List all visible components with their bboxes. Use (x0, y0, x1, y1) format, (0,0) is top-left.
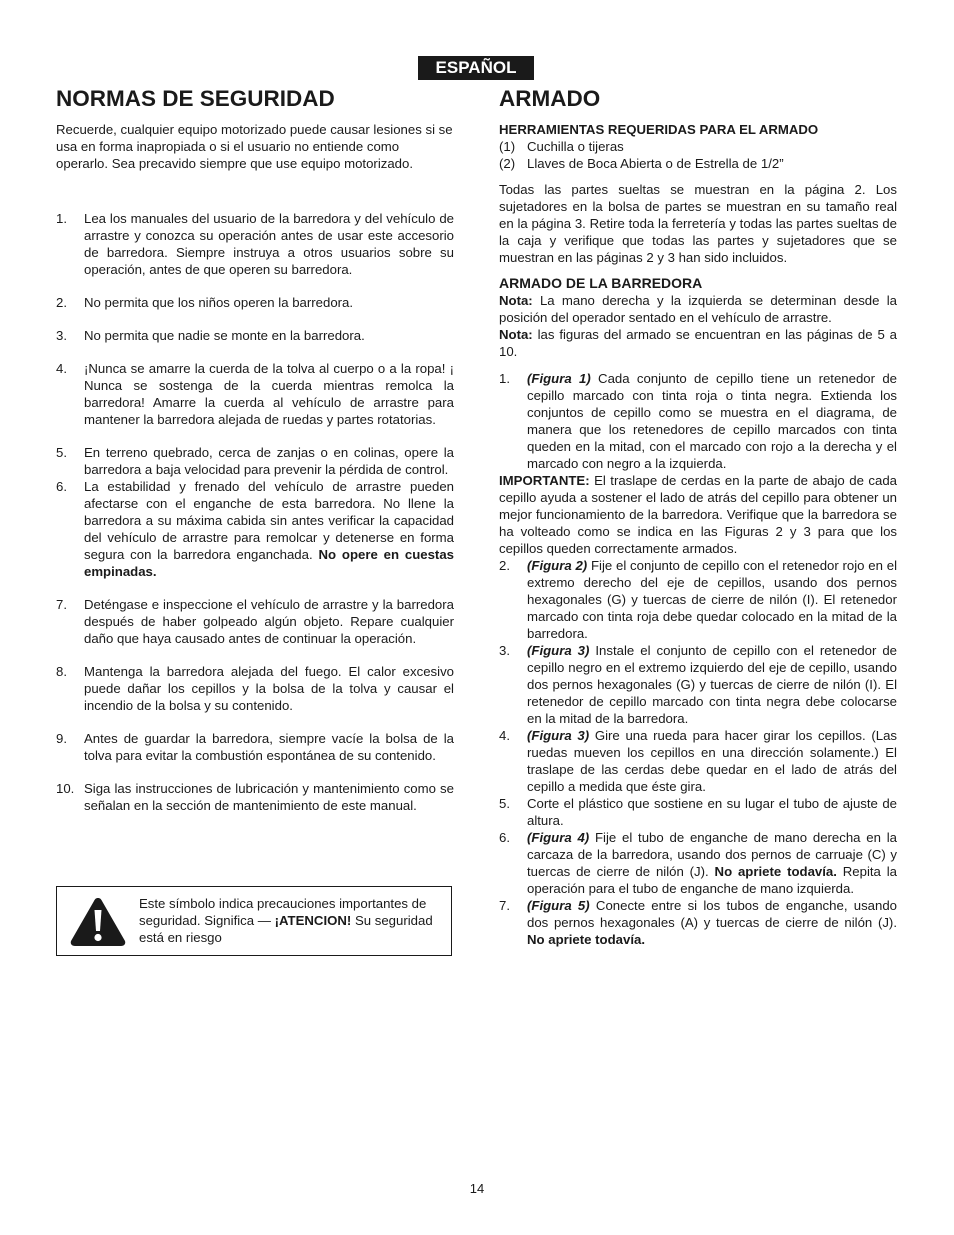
safety-intro: Recuerde, cualquier equipo motorizado puede causar lesiones si se usa en forma inapropiada o si el usuario no entiende como operarlo. Sea precavido siempre que use equipo motorizado. (56, 122, 453, 171)
list-item: 3. (Figura 3) Instale el conjunto de cepillo con el retenedor de cepillo negro en el extremo izquierdo del eje de cepillo, usando dos pernos hexagonales (G) y tuercas de cierre de nilón (I). El retenedor de cepillo marcado con tinta negra debe colocarse en la mitad de la barredora. (499, 643, 897, 726)
list-item: 4. (Figura 3) Gire una rueda para hacer girar los cepillos. (Las ruedas mueven los cepillos en una dirección solamente.) El traslape de las cerdas debe quedar en el lado de atrás del cepillo a medida que éste gira. (499, 728, 898, 794)
page-number: 14 (469, 1181, 485, 1196)
note-hands: Nota: La mano derecha y la izquierda se determinan desde la posición del operador sentado en el vehículo de arrastre. (499, 293, 897, 325)
list-item: 4. ¡Nunca se amarre la cuerda de la tolva al cuerpo o a la ropa! ¡ Nunca se sostenga de la cuerda mientras remolca la barredora! Amarre la cuerda al vehículo de arrastre para mantener la barredora alejada de ruedas y partes rotatorias. (56, 361, 454, 427)
parts-paragraph: Todas las partes sueltas se muestran en la página 2. Los sujetadores en la bolsa de partes se muestran en su tamaño real en la página 3. Retire toda la ferretería y todas las partes sueltas de la caja y verifique que todas las partes y sujetadores que se muestran en las páginas 2 y 3 han sido incluidos. (499, 182, 897, 265)
assembly-steps-list (499, 370, 897, 472)
warning-box (56, 886, 452, 956)
assembly-column (499, 86, 897, 948)
list-item: 5. Corte el plástico que sostiene en su lugar el tubo de ajuste de altura. (499, 796, 897, 828)
important-note: IMPORTANTE: El traslape de cerdas en la parte de abajo de cada cepillo ayuda a sostener el lado de atrás del cepillo para obtener un mejor funcionamiento de la barredora. Verifique que la barredora se ha volteado como se indica en las Figuras 2 y 3 para que los cepillos queden correctamente armados. (499, 473, 897, 556)
warning-text: Este símbolo indica precauciones importantes de seguridad. Significa — ¡ATENCION! Su seguridad está en riesgo (139, 896, 433, 945)
language-badge: ESPAÑOL (418, 56, 534, 80)
sweeper-assembly-heading: ARMADO DE LA BARREDORA (499, 275, 703, 291)
safety-column (56, 86, 454, 830)
assembly-steps-list-cont (499, 557, 897, 948)
list-item: 2. No permita que los niños operen la barredora. (56, 295, 354, 310)
list-item: 2. (Figura 2) Fije el conjunto de cepillo con el retenedor rojo en el extremo derecho del eje de cepillos, usando dos pernos hexagonales (G) y tuercas de cierre de nilón (I). El retenedor marcado con tinta roja debe quedar colocado en la mitad de la barredora. (499, 558, 897, 641)
list-item: 5. En terreno quebrado, cerca de zanjas o en colinas, opere la barredora a baja velocidad para prevenir la pérdida de control. (56, 445, 454, 477)
list-item: 6. (Figura 4) Fije el tubo de enganche de mano derecha en la carcaza de la barredora, usando dos pernos de carruaje (C) y tuercas de cierre de nilón (J). No apriete todavía. Repita la operación para el tubo de enganche de mano izquierda. (499, 830, 898, 896)
list-item: 7. (Figura 5) Conecte entre si los tubos de enganche, usando dos pernos hexagonales (A) y tuercas de cierre de nilón (J). No apriete todavía. (499, 898, 897, 947)
list-item: (1) Cuchilla o tijeras (499, 139, 624, 154)
warning-exclamation-icon (69, 896, 127, 948)
list-item: 3. No permita que nadie se monte en la barredora. (56, 328, 365, 343)
list-item: 10. Siga las instrucciones de lubricación y mantenimiento como se señalan en la sección de mantenimiento de este manual. (56, 781, 454, 813)
list-item: 8. Mantenga la barredora alejada del fuego. El calor excesivo puede dañar los cepillos y la bolsa de la tolva y causar el incendio de la bolsa y su contenido. (56, 664, 454, 713)
list-item: 9. Antes de guardar la barredora, siempre vacíe la bolsa de la tolva para evitar la combustión espontánea de su contenido. (56, 731, 454, 763)
note-figures: Nota: las figuras del armado se encuentran en las páginas de 5 a 10. (499, 327, 897, 359)
tools-list (499, 138, 897, 172)
safety-rules-list (56, 210, 454, 814)
list-item: 6. La estabilidad y frenado del vehículo de arrastre pueden afectarse con el enganche de esta barredora. No llene la barredora a su máxima cabida sin antes verificar la capacidad del vehículo de arrastre para remolcar y detenerse en forma segura con la barredora enganchada. No opere en cuestas empinadas. (56, 479, 454, 579)
safety-title: NORMAS DE SEGURIDAD (56, 86, 335, 111)
assembly-title: ARMADO (499, 86, 601, 111)
list-item: 1. Lea los manuales del usuario de la barredora y del vehículo de arrastre y conozca su operación antes de usar este accesorio de barredora. Siempre instruya a otros usuarios sobre su operación, antes de que operen su barredora. (56, 211, 454, 277)
list-item: 7. Deténgase e inspeccione el vehículo de arrastre y la barredora después de haber golpeado algún objeto. Repare cualquier daño que haya causado antes de continuar la operación. (56, 597, 454, 646)
tools-heading: HERRAMIENTAS REQUERIDAS PARA EL ARMADO (499, 122, 819, 137)
list-item: (2) Llaves de Boca Abierta o de Estrella de 1/2” (499, 156, 784, 171)
list-item: 1. (Figura 1) Cada conjunto de cepillo tiene un retenedor de cepillo marcado con tinta roja o tinta negra. Extienda los conjuntos de cepillo como se muestra en el diagrama, de manera que los retenedores de cepillo marcados con tinta queden en la mitad, con el marcado con rojo a la derecha y el marcado con negro a la izquierda. (499, 371, 898, 471)
